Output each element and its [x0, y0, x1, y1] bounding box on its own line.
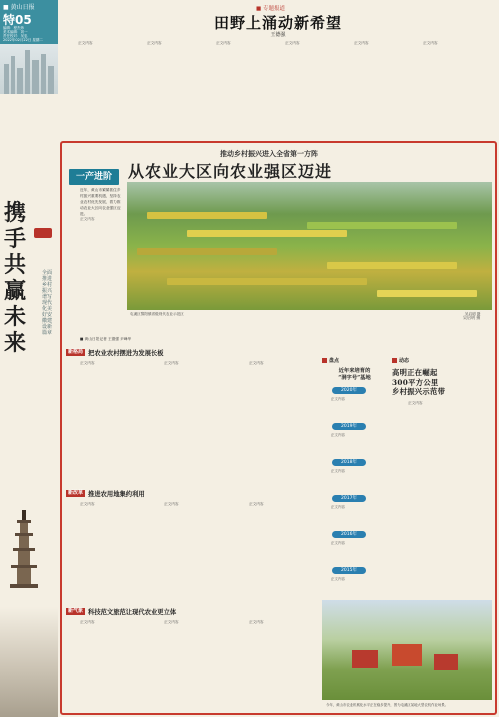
article-column: 正文内容	[347, 41, 369, 45]
year-text: 正文内容	[324, 469, 345, 473]
section-title: 把农业农村摆进为发展长板	[88, 350, 164, 357]
section-tag: 新气象	[68, 608, 84, 614]
year-pill: 2018年	[332, 459, 366, 466]
sidebar-masthead	[0, 0, 58, 717]
article-column: 正文内容	[73, 361, 95, 365]
feature-headline: 从农业大区向农业强区迈进	[128, 162, 333, 181]
box-title: 高明正在崛起 300平方公里 乡村振兴示范带	[392, 368, 446, 396]
article-column: 正文内容	[242, 620, 264, 624]
year-pill: 2017年	[332, 495, 366, 502]
box-label: 盘点	[322, 357, 387, 364]
landscape-image	[0, 607, 58, 717]
date-line: 2022年02月22日 星期二	[3, 38, 43, 42]
article-column: 正文内容	[157, 502, 179, 506]
editor-line: 编辑：程杰炜	[3, 26, 24, 30]
photo-caption: 屯溪区黎阳镇省级现代农业示范区	[130, 312, 184, 316]
square-bullet-icon	[322, 358, 327, 363]
paper-name: ■ 黄山日报	[3, 4, 35, 11]
news-update-box	[392, 357, 492, 397]
section-title: 科技范文旅范让现代农业更立体	[88, 609, 177, 616]
base-timeline-box	[322, 357, 387, 595]
article-column: 正文内容	[73, 502, 95, 506]
designer-line: 美术编辑：刘一	[3, 30, 28, 34]
article-column: 正文内容	[71, 41, 93, 45]
year-text: 正文内容	[324, 577, 345, 581]
page-number: 特05	[3, 13, 32, 27]
feature-byline: ■ 黄山日报记者 王德强 尹峰华	[80, 337, 132, 341]
article-column: 正文内容	[73, 620, 95, 624]
calligraphy-char: 携	[4, 200, 27, 226]
top-story-title: 田野上涌动新希望	[213, 14, 342, 32]
square-bullet-icon	[392, 358, 397, 363]
article-column: 正文内容	[401, 401, 423, 405]
year-text: 正文内容	[324, 433, 345, 437]
box-title: 近年来培育的 “洞字号”基地	[338, 368, 371, 381]
year-text: 正文内容	[324, 397, 345, 401]
article-column: 正文内容	[209, 41, 231, 45]
tractor-photo-caption: 今年，黄山市农业机械化水平正在稳步提升，图为屯溪区某地大型农机作业场景。	[326, 703, 449, 707]
feature-tag: 一产进阶	[69, 169, 119, 185]
article-column: 正文内容	[157, 620, 179, 624]
article-column: 正文内容	[416, 41, 438, 45]
city-skyline-image	[0, 44, 58, 94]
year-pill: 2016年	[332, 531, 366, 538]
top-story-author: 王德强	[270, 32, 286, 38]
top-story	[60, 0, 496, 138]
year-text: 正文内容	[324, 541, 345, 545]
farmland-aerial-photo	[127, 182, 492, 310]
sidebar-subtitle: 全面推进乡村振兴 谱写现代化美好安徽建设新篇章	[42, 270, 53, 336]
section-tag: 新改革	[68, 490, 84, 496]
article-column: 正文内容	[73, 217, 95, 221]
article-column: 正文内容	[242, 502, 264, 506]
article-column: 正文内容	[140, 41, 162, 45]
section-heading	[66, 348, 164, 357]
section-heading	[66, 489, 145, 498]
feature-kicker: 推动乡村振兴进入全省第一方阵	[220, 149, 318, 158]
section-tag: 新格局	[68, 349, 84, 355]
year-pill: 2019年	[332, 423, 366, 430]
proofreader-line: 责任校对：吴忠	[3, 34, 28, 38]
feature-lede: 近年，黄山市紧紧抓住乡村振兴重要机遇，坚持农业农村优先发展，着力推动农业大区向农业强区迈进。	[80, 188, 121, 217]
article-column: 正文内容	[242, 361, 264, 365]
red-seal-icon	[34, 228, 52, 238]
section-header	[0, 0, 58, 44]
section-heading	[66, 607, 176, 616]
article-column: 正文内容	[278, 41, 300, 45]
year-text: 正文内容	[324, 505, 345, 509]
photo-credit: 吴启明 摄	[463, 315, 481, 320]
tractor-photo	[322, 600, 492, 700]
year-pill: 2015年	[332, 567, 366, 574]
story-badge: ■ 专题报道	[256, 6, 285, 12]
section-title: 推进农用地集约利用	[88, 491, 145, 498]
calligraphy-char: 来	[4, 330, 27, 356]
photo-credit: 吴启明 摄	[465, 312, 481, 316]
calligraphy-char: 共	[4, 252, 27, 278]
article-column: 正文内容	[157, 361, 179, 365]
calligraphy-char: 未	[4, 304, 27, 330]
box-label: 动态	[392, 357, 492, 364]
calligraphy-char: 赢	[4, 278, 27, 304]
calligraphy-char: 手	[4, 226, 27, 252]
year-pill: 2020年	[332, 387, 366, 394]
